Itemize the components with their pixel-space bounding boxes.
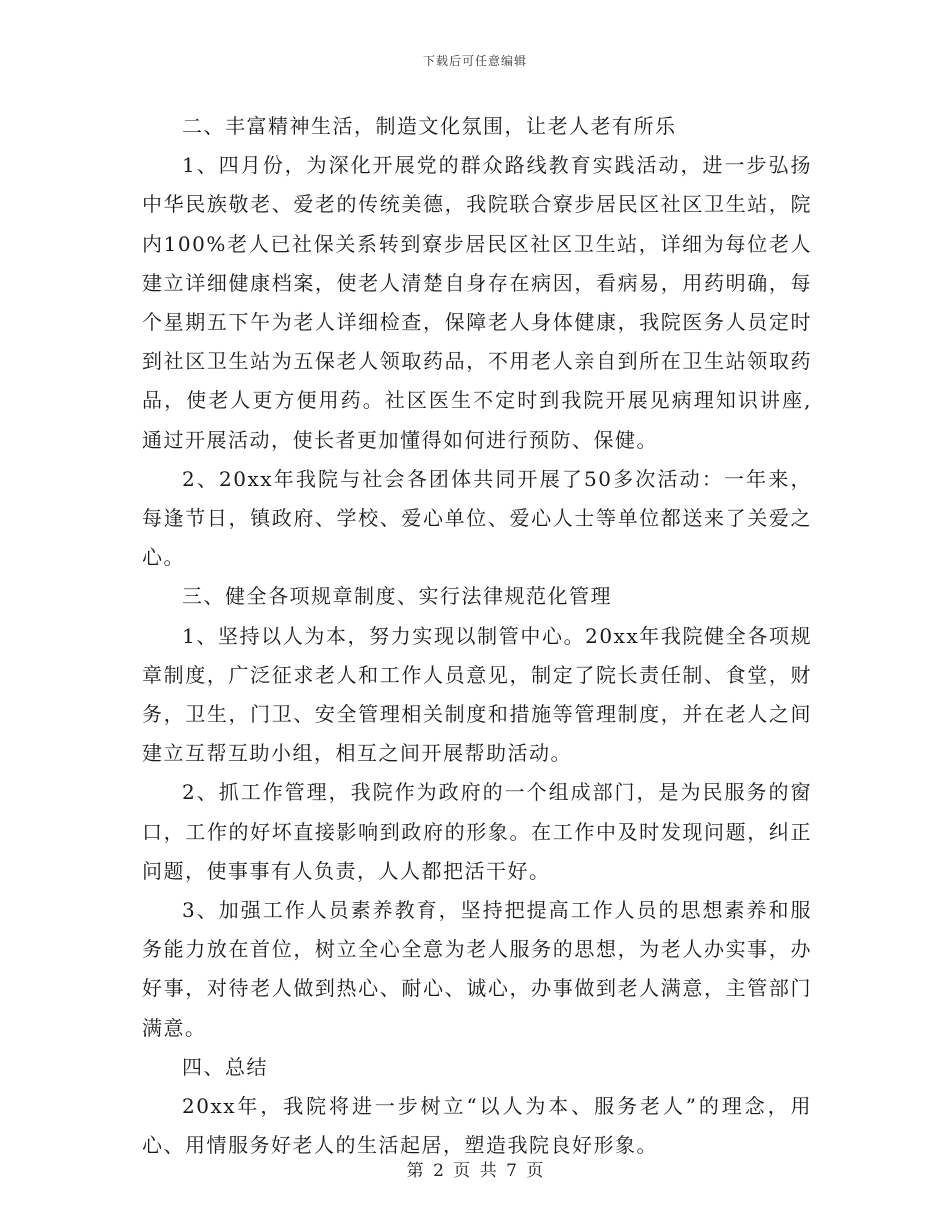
section-heading-3: 三、健全各项规章制度、实行法律规范化管理 <box>182 584 612 609</box>
section-heading-2: 二、丰富精神生活，制造文化氛围，让老人老有所乐 <box>182 114 677 138</box>
section-heading-4: 四、总结 <box>182 1054 268 1079</box>
document-body <box>142 107 812 1165</box>
paragraph: 2、抓工作管理，我院作为政府的一个组成部门，是为民服务的窗口，工作的好坏直接影响到政府的形象。在工作中及时发现问题，纠正问题，使事事有人负责，人人都把活干好。 <box>142 780 812 883</box>
paragraph: 2、20xx年我院与社会各团体共同开展了50多次活动：一年来，每逢节日，镇政府、学校、爱心单位、爱心人士等单位都送来了关爱之心。 <box>142 466 812 570</box>
page-header: 下载后可任意编辑 <box>422 54 527 68</box>
paragraph: 1、坚持以人为本，努力实现以制管中心。20xx年我院健全各项规章制度，广泛征求老人和工作人员意见，制定了院长责任制、食堂，财务，卫生，门卫、安全管理相关制度和措施等管理制度，并在老人之间建立互帮互助小组，相互之间开展帮助活动。 <box>142 623 812 766</box>
paragraph: 1、四月份，为深化开展党的群众路线教育实践活动，进一步弘扬中华民族敬老、爱老的传统美德，我院联合寮步居民区社区卫生站，院内100%老人已社保关系转到寮步居民区社区卫生站，详细为每位老人建立详细健康档案，使老人清楚自身存在病因，看病易，用药明确，每个星期五下午为老人详细检查，保障老人身体健康，我院医务人员定时到社区卫生站为五保老人领取药品，不用老人亲自到所在卫生站领取药品，使老人更方便用药。社区医生不定时到我院开展见病理知识讲座,通过开展活动，使长者更加懂得如何进行预防、保健。 <box>142 153 812 452</box>
paragraph: 20xx年，我院将进一步树立“以人为本、服务老人”的理念，用心、用情服务好老人的生活起居，塑造我院良好形象。 <box>142 1094 812 1158</box>
page-number: 第 2 页 共 7 页 <box>406 1161 544 1181</box>
paragraph: 3、加强工作人员素养教育，坚持把提高工作人员的思想素养和服务能力放在首位，树立全心全意为老人服务的思想，为老人办实事，办好事，对待老人做到热心、耐心、诚心，办事做到老人满意，主管部门满意。 <box>142 898 812 1040</box>
